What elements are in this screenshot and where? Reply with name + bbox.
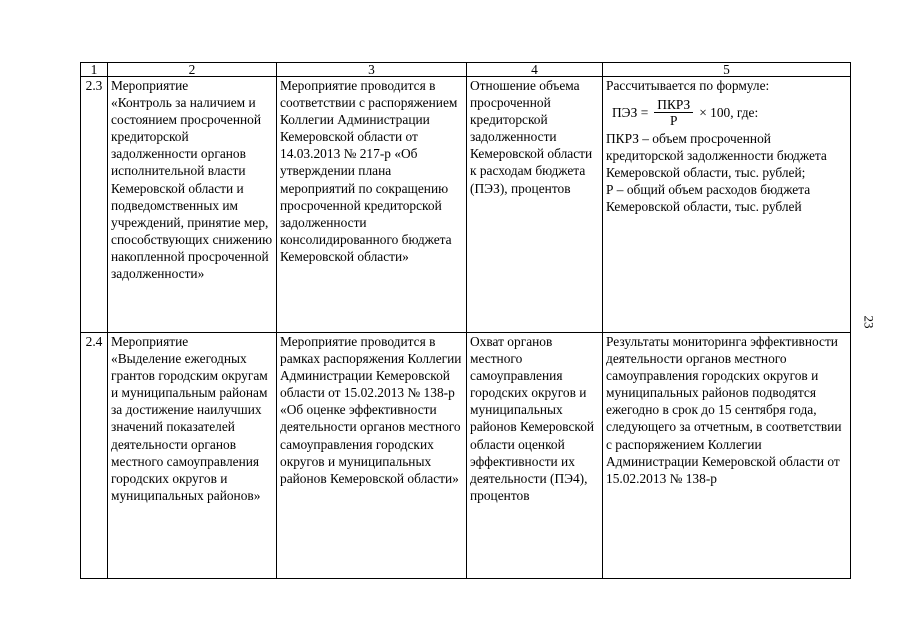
formula-fraction	[654, 97, 693, 128]
header-cell-2: 2	[108, 63, 277, 77]
row-number: 2.4	[81, 333, 108, 579]
formula-intro: Рассчитывается по формуле:	[606, 78, 770, 93]
formula-denominator: Р	[670, 112, 678, 128]
formula-rhs: × 100, где:	[699, 104, 759, 120]
measure-name: Мероприятие «Контроль за наличием и состоянием просроченной кредиторской задолженности органов исполнительной власти Кемеровской области и подведомственных им учреждений, принятие мер, способствующих снижению накопленной просроченной задолженности»	[108, 77, 277, 333]
table-header-row	[81, 63, 851, 77]
formula	[612, 95, 847, 129]
indicator-description: Отношение объема просроченной кредиторской задолженности Кемеровской области к расходам бюджета (ПЭЗ), процентов	[467, 77, 603, 333]
header-cell-5: 5	[603, 63, 851, 77]
measure-name: Мероприятие «Выделение ежегодных грантов городским округам и муниципальным районам за достижение наилучших значений показателей деятельности органов местного самоуправления городских округов и муниципальных районов»	[108, 333, 277, 579]
formula-lhs: ПЭЗ =	[612, 104, 649, 120]
calculation-method	[603, 77, 851, 333]
measures-table	[80, 62, 851, 579]
formula-numerator: ПКРЗ	[654, 97, 693, 113]
header-cell-4: 4	[467, 63, 603, 77]
table-row	[81, 333, 851, 579]
indicator-description: Охват органов местного самоуправления городских округов и муниципальных районов Кемеровской области оценкой эффективности их деятельности (ПЭ4), процентов	[467, 333, 603, 579]
table-row	[81, 77, 851, 333]
header-cell-1: 1	[81, 63, 108, 77]
measure-basis: Мероприятие проводится в рамках распоряжения Коллегии Администрации Кемеровской области от 15.02.2013 № 138-р «Об оценке эффективности деятельности органов местного самоуправления городских округов и муниципальных районов Кемеровской области»	[277, 333, 467, 579]
formula-explanation: ПКРЗ – объем просроченной кредиторской задолженности бюджета Кемеровской области, тыс. рублей; Р – общий объем расходов бюджета Кемеровской области, тыс. рублей	[606, 131, 827, 215]
page-number: 23	[861, 315, 877, 329]
measure-basis: Мероприятие проводится в соответствии с распоряжением Коллегии Администрации Кемеровской области от 14.03.2013 № 217-р «Об утверждении плана мероприятий по сокращению просроченной кредиторской задолженности консолидированного бюджета Кемеровской области»	[277, 77, 467, 333]
row-number: 2.3	[81, 77, 108, 333]
header-cell-3: 3	[277, 63, 467, 77]
calculation-method: Результаты мониторинга эффективности деятельности органов местного самоуправления городских округов и муниципальных районов подводятся ежегодно в срок до 15 сентября года, следующего за отчетным, в соответствии с распоряжением Коллегии Администрации Кемеровской области от 15.02.2013 № 138-р	[603, 333, 851, 579]
